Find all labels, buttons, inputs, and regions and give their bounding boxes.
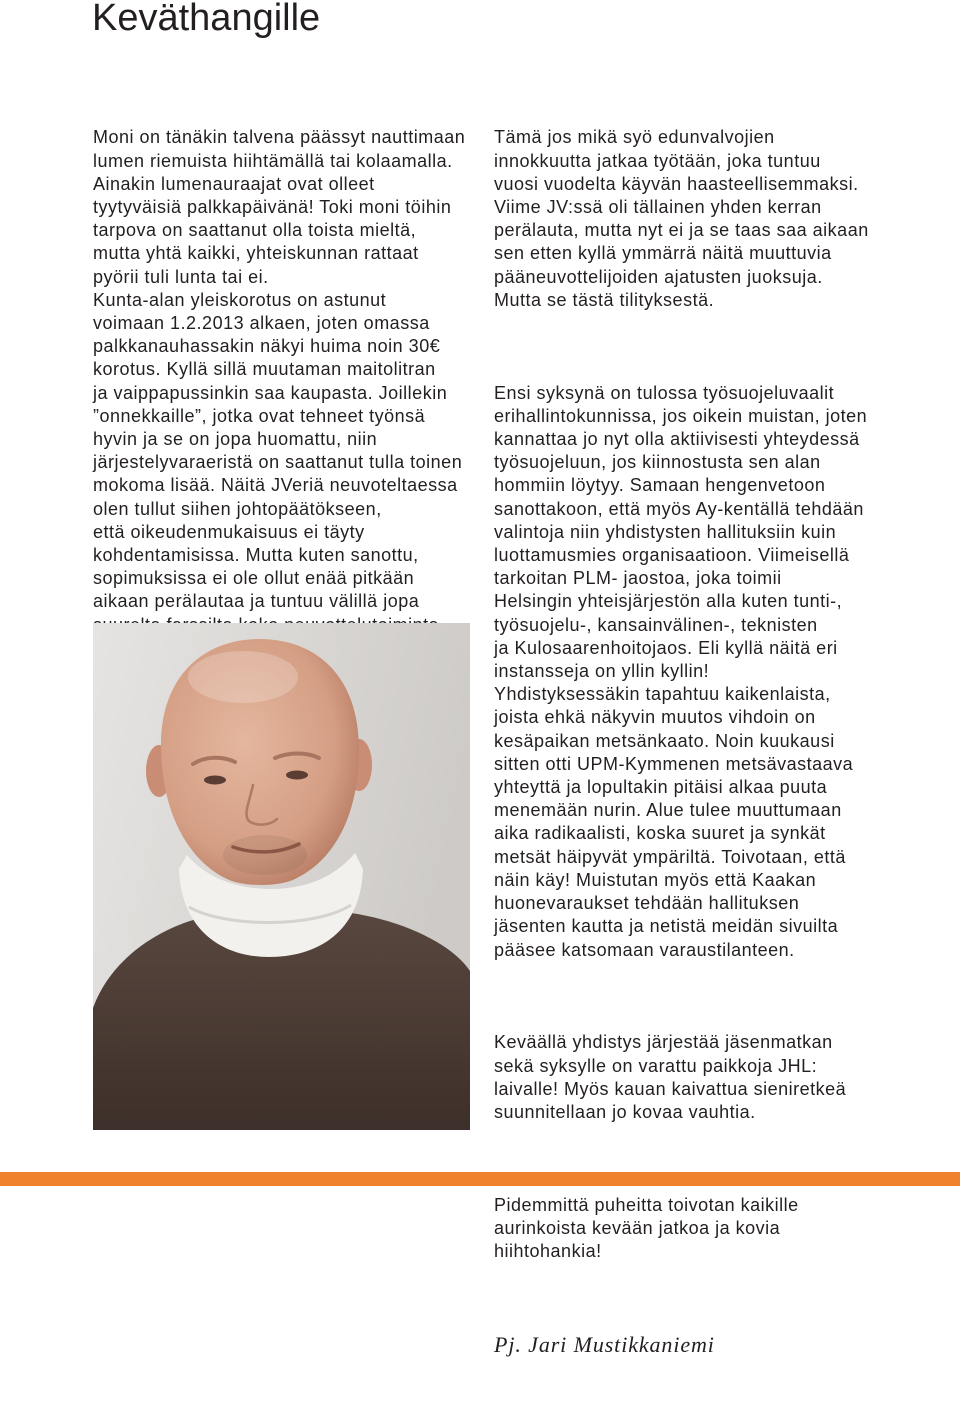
left-eye [204,776,226,785]
body-paragraph: Ensi syksynä on tulossa työsuojeluvaalit erihallintokunnissa, jos oikein muistan, joten kannattaa jo nyt olla aktiivisesti yhteydessä työsuojeluun, jos kiinnostusta sen alan hommiin löytyy. Samaan hengenvetoon sanottakoon, että myös Ay-kentällä tehdään valintoja niin yhdistysten hallituksiin kuin luottamusmies organisaatioon. Viimeisellä tarkoitan PLM- jaostoa, joka toimii Helsingin yhteisjärjestön alla kuten tunti-, työsuojelu-, kansainvälinen-, teknisten ja Kulosaarenhoitojaos. Eli kyllä näitä eri instansseja on yllin kyllin! Yhdistyksessäkin tapahtuu kaikenlaista, joista ehkä näkyvin muutos vihdoin on kesäpaikan metsänkaato. Noin kuukausi sitten otti UPM-Kymmenen metsävastaava yhteyttä ja lopultakin pitäisi alkaa puuta menemään nurin. Alue tulee muuttumaan aika radikaalisti, koska suuret ja synkät metsät häipyvät ympäriltä. Toivotaan, että näin käy! Muistutan myös että Kaakan huonevaraukset tehdään hallituksen jäsenten kautta ja netistä meidän sivuilta pääsee katsomaan varaustilanteen. [494,382,868,960]
page-title: Keväthangille [92,0,321,39]
portrait-photo [93,623,470,1130]
right-eye [286,771,308,780]
signature: Pj. Jari Mustikkaniemi [494,1331,715,1357]
orange-accent-bar [0,1172,960,1186]
left-text-column [93,80,475,706]
body-paragraph: Moni on tänäkin talvena päässyt nauttimaan lumen riemuista hiihtämällä tai kolaamalla. Ainakin lumenauraajat ovat olleet tyytyväisiä palkkapäivänä! Toki moni töihin tarpova on saattanut olla toista mieltä, mutta yhtä kaikki, yhteiskunnan rattaat pyörii tuli lunta tai ei. Kunta-alan yleiskorotus on astunut voimaan 1.2.2013 alkaen, joten omassa palkkanauhassakin näkyi huima noin 30€ korotus. Kyllä sillä muutaman maitolitran ja vaippapussinkin saa kaupasta. Joillekin ”onnekkaille”, jotka ovat tehneet työnsä hyvin ja se on jopa huomattu, niin järjestelyvaraeristä on saattanut tulla toinen mokoma lisää. Näitä JVeriä neuvoteltaessa olen tullut siihen johtopäätökseen, että oikeudenmukaisuus ei täyty kohdentamisissa. Mutta kuten sanottu, sopimuksissa ei ole ollut enää pitkään aikaan perälautaa ja tuntuu välillä jopa [93,127,466,612]
body-paragraph: Pidemmittä puheitta toivotan kaikille aurinkoista kevään jatkoa ja kovia hiihtohankia! [494,1194,799,1262]
right-text-column [494,80,904,1426]
body-paragraph: Keväällä yhdistys järjestää jäsenmatkan sekä syksylle on varattu paikkoja JHL: laivalle! Myös kauan kaivattua sieniretkeä suunnitellaan jo kovaa vauhtia. [494,1032,847,1122]
stubble [223,835,307,875]
scalp-highlight [188,651,298,703]
body-paragraph: Tämä jos mikä syö edunvalvojien innokkuutta jatkaa työtään, joka tuntuu vuosi vuodelta käyvän haasteellisemmaksi. Viime JV:ssä oli tällainen yhden kerran perälauta, mutta nyt ei ja se taas saa aikaan sen etten kyllä ymmärrä näitä muuttuvia pääneuvottelijoiden ajatusten juoksuja. Mutta se tästä tilityksestä. [494,127,869,310]
